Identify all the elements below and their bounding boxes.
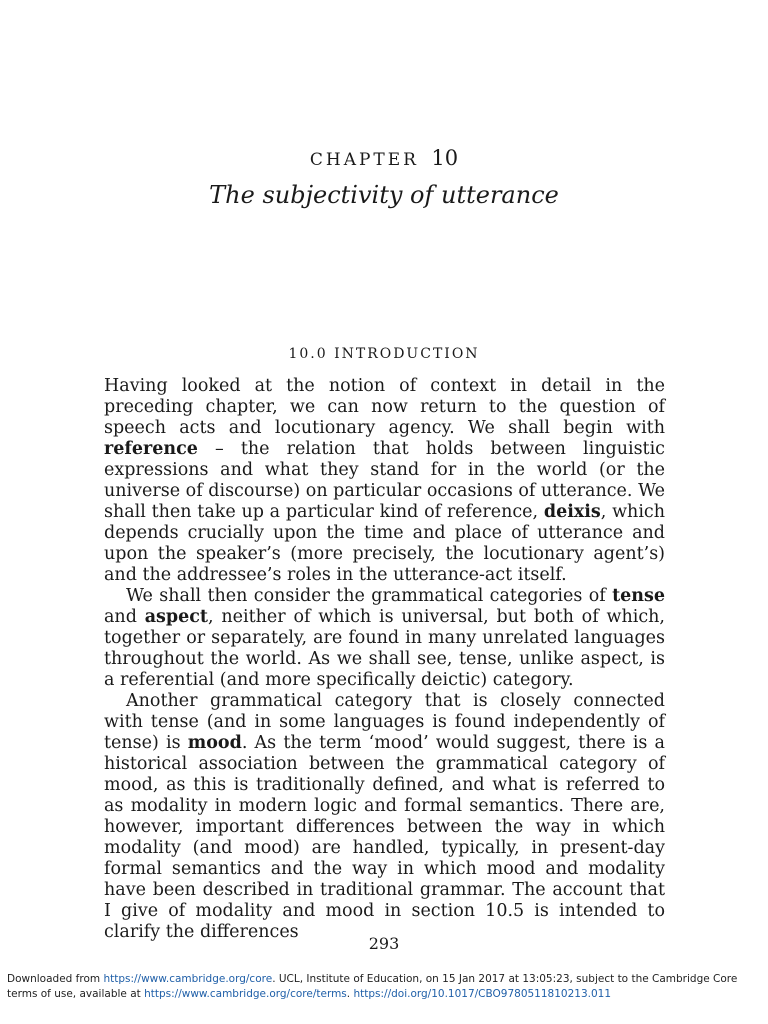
paragraph-text: We shall then consider the grammatical categories of <box>126 586 613 606</box>
chapter-label <box>0 146 768 170</box>
paragraph-text: Another grammatical category that is closely connected with tense (and in some languages is found independently of tense) is <box>104 691 665 753</box>
bold-term: tense <box>612 586 665 606</box>
paragraph-text: Having looked at the notion of context in detail in the preceding chapter, we can now return to the question of speech acts and locutionary agency. We shall begin with <box>104 376 665 438</box>
paragraph-text: – the relation that holds between linguistic expressions and what they stand for in the world (or the universe of discourse) on particular occasions of utterance. We shall then take up a particular kind of reference, <box>104 439 665 522</box>
section-heading: 10.0 INTRODUCTION <box>288 346 480 362</box>
page-number: 293 <box>368 934 400 953</box>
chapter-word: CHAPTER <box>309 150 419 170</box>
footer-text: Downloaded from <box>7 973 104 985</box>
paragraph <box>104 586 665 691</box>
bold-term: mood <box>187 733 242 753</box>
terms-link[interactable]: https://www.cambridge.org/core/terms <box>144 988 347 1000</box>
bold-term: aspect <box>144 607 209 627</box>
bold-term: deixis <box>543 502 601 522</box>
paragraph <box>104 376 665 586</box>
footer-text: . UCL, Institute of Education, on 15 Jan 2017 at 13:05:23, subject to the Cambridge Core terms of use, available at <box>7 973 738 1000</box>
cambridge-core-link[interactable]: https://www.cambridge.org/core <box>103 973 273 985</box>
footer-text: . <box>346 988 354 1000</box>
paragraph-text: , which depends crucially upon the time and place of utterance and upon the speaker’s (more precisely, the locutionary agent’s) and the addressee’s roles in the utterance-act itself. <box>104 502 665 585</box>
body-text <box>104 376 665 943</box>
chapter-number: 10 <box>431 146 459 170</box>
doi-link[interactable]: https://doi.org/10.1017/CBO9780511810213.011 <box>353 988 612 1000</box>
paragraph-text: . As the term ‘mood’ would suggest, there is a historical association between the grammatical category of mood, as this is traditionally defined, and what is referred to as modality in modern logic and formal semantics. There are, however, important differences between the way in which modality (and mood) are handled, typically, in present-day formal semantics and the way in which mood and modality have been described in traditional grammar. The account that I give of modality and mood in section 10.5 is intended to clarify the differences <box>104 733 665 942</box>
paragraph <box>104 691 665 943</box>
bold-term: reference <box>104 439 198 459</box>
paragraph-text: , neither of which is universal, but both of which, together or separately, are found in many unrelated languages throughout the world. As we shall see, tense, unlike aspect, is a referential (and more specifically deictic) category. <box>104 607 665 690</box>
download-footer <box>7 972 767 1002</box>
paragraph-text: and <box>104 607 145 627</box>
chapter-title: The subjectivity of utterance <box>209 181 559 209</box>
